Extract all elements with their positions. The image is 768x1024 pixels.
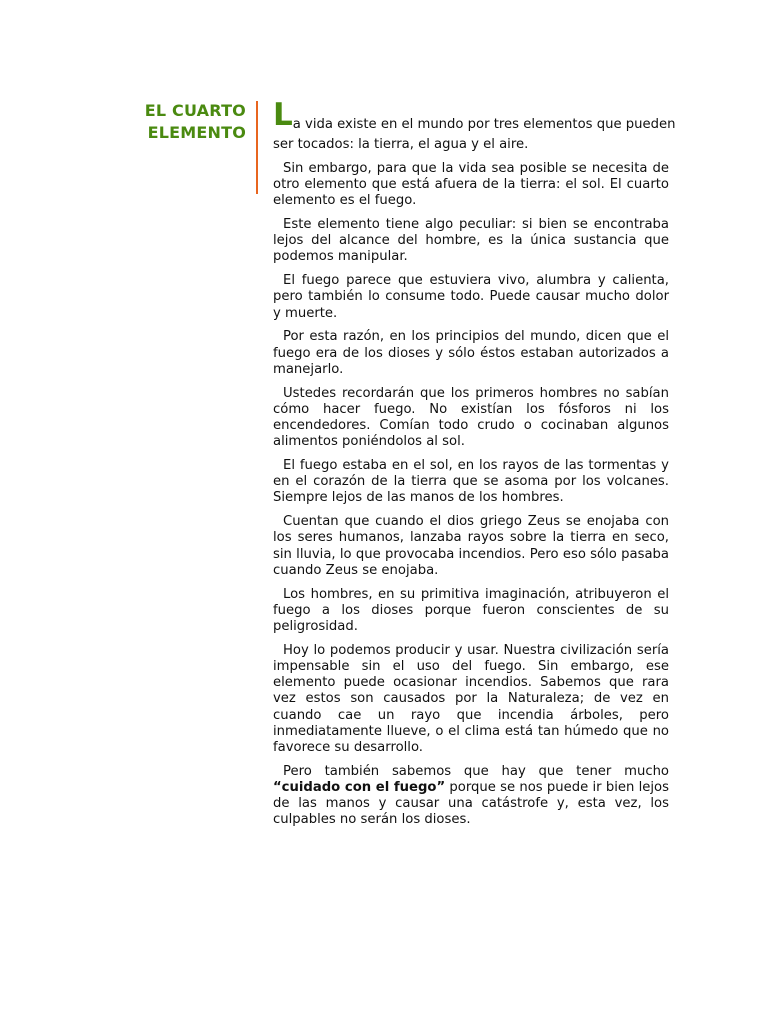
- paragraph-1-rest: ser tocados: la tierra, el agua y el aire.: [273, 137, 529, 152]
- accent-bar: [256, 101, 258, 194]
- section-title-line-2: ELEMENTO: [147, 123, 246, 142]
- paragraph-3: Este elemento tiene algo peculiar: si bien se encontraba lejos del alcance del hombre, es la única sustancia que podemos manipular.: [273, 217, 669, 265]
- paragraph-10: Hoy lo podemos producir y usar. Nuestra civilización sería impensable sin el uso del fuego. Sin embargo, ese elemento puede ocasionar incendios. Sabemos que rara vez estos son causados por la Naturaleza; de vez en cuando cae un rayo que incendia árboles, pero inmediatamente llueve, o el clima está tan húmedo que no favorece su desarrollo.: [273, 642, 669, 756]
- drop-cap: L: [273, 97, 293, 133]
- paragraph-7: El fuego estaba en el sol, en los rayos de las tormentas y en el corazón de la tierra que se asoma por los volcanes. Siempre lejos de las manos de los hombres.: [273, 458, 669, 506]
- paragraph-1: [273, 97, 676, 153]
- first-line: [273, 97, 676, 133]
- section-title: [120, 100, 246, 144]
- paragraph-2: Sin embargo, para que la vida sea posible se necesita de otro elemento que está afuera de la tierra: el sol. El cuarto elemento es el fuego.: [273, 160, 669, 209]
- paragraph-1-line-1: a vida existe en el mundo por tres elementos que pueden: [292, 117, 676, 132]
- paragraph-11: [273, 764, 669, 829]
- section-title-line-1: EL CUARTO: [144, 101, 246, 120]
- paragraph-6: Ustedes recordarán que los primeros hombres no sabían cómo hacer fuego. No existían los fósforos ni los encendedores. Comían todo crudo o cocinaban algunos alimentos poniéndolos al sol.: [273, 385, 669, 450]
- paragraph-9: Los hombres, en su primitiva imaginación, atribuyeron el fuego a los dioses porque fueron conscientes de su peligrosidad.: [273, 586, 669, 635]
- paragraph-5: Por esta razón, en los principios del mundo, dicen que el fuego era de los dioses y sólo éstos estaban autorizados a manejarlo.: [273, 329, 669, 377]
- paragraph-11-start: Pero también sabemos que hay que tener mucho: [283, 763, 669, 779]
- article-body: [273, 97, 676, 836]
- paragraph-4: El fuego parece que estuviera vivo, alumbra y calienta, pero también lo consume todo. Puede causar mucho dolor y muerte.: [273, 273, 669, 321]
- paragraph-11-end: porque se nos puede ir bien lejos de las manos y causar una catástrofe y, esta vez, los culpables no serán los dioses.: [273, 780, 669, 828]
- emphasis-cuidado: “cuidado con el fuego”: [273, 780, 446, 796]
- paragraph-8: Cuentan que cuando el dios griego Zeus se enojaba con los seres humanos, lanzaba rayos sobre la tierra en seco, sin lluvia, lo que provocaba incendios. Pero eso sólo pasaba cuando Zeus se enojaba.: [273, 514, 669, 578]
